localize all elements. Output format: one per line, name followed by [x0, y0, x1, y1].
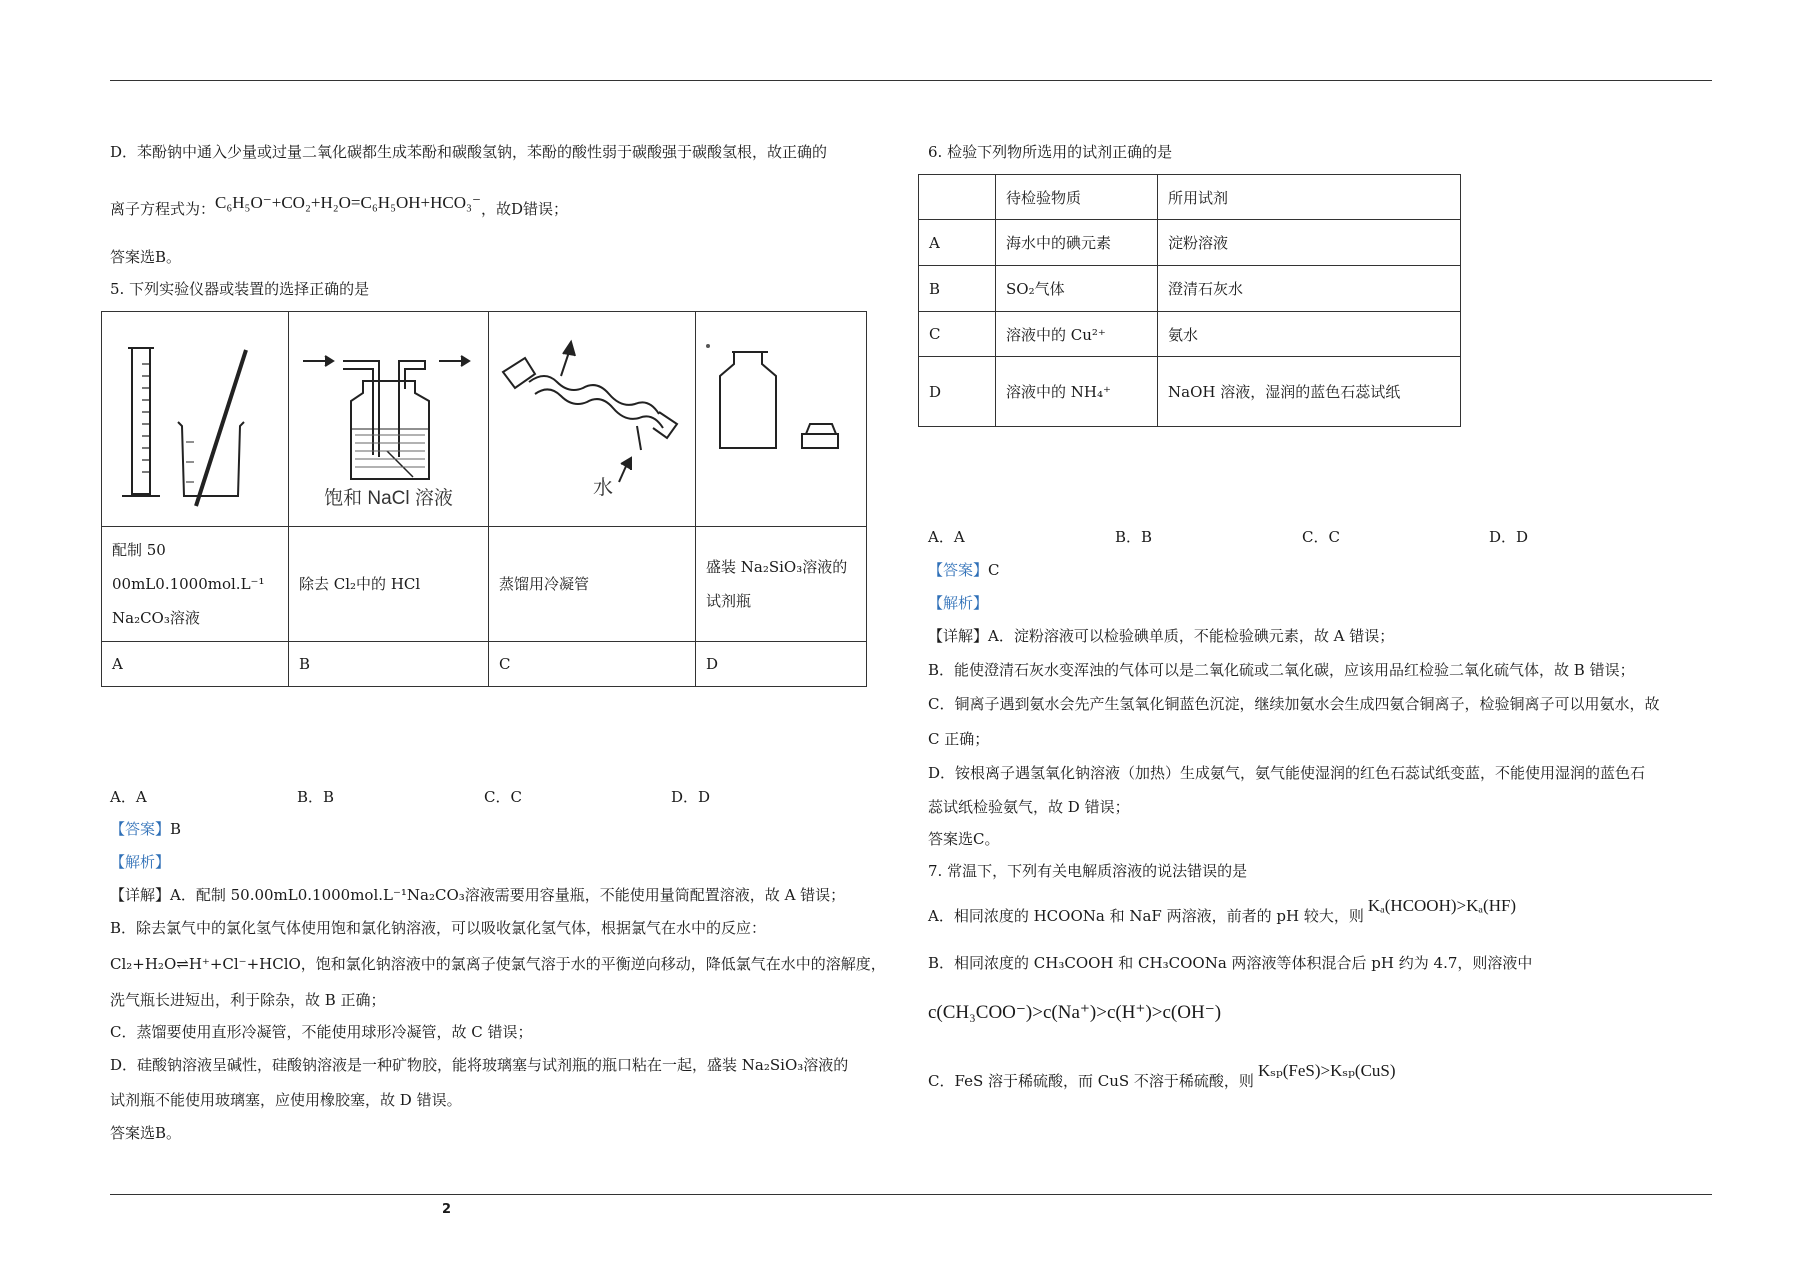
q6-row-d-reagent: NaOH 溶液，湿润的蓝色石蕊试纸 — [1158, 357, 1461, 427]
q5-option-d: D．D — [671, 788, 711, 806]
q4-d-formula: C₆H₅O⁻+CO₂+H₂O=C₆H₅OH+HCO₃⁻ — [215, 193, 481, 212]
q6-stem: 6. 检验下列物所选用的试剂正确的是 — [928, 143, 1173, 161]
answer-value: C — [988, 561, 1000, 579]
q7-option-a — [928, 896, 1517, 927]
q6-row-b-letter: B — [919, 266, 996, 312]
q4-d-suffix: ，故D错误； — [480, 200, 568, 218]
q5-caption-a — [102, 527, 289, 642]
q5-caption-d-2: 试剂瓶 — [706, 592, 752, 610]
q5-letter-d: D — [696, 642, 867, 687]
q6-row-b-reagent: 澄清石灰水 — [1158, 266, 1461, 312]
q5-table — [101, 311, 867, 687]
q5-exp-5: C．蒸馏要使用直形冷凝管，不能使用球形冷凝管，故 C 错误； — [110, 1023, 533, 1041]
q5-exp-8: 答案选B。 — [110, 1124, 182, 1142]
q5-exp-6: D．硅酸钠溶液呈碱性，硅酸钠溶液是一种矿物胶，能将玻璃塞与试剂瓶的瓶口粘在一起，盛装 Na₂SiO₃溶液的 — [110, 1056, 849, 1074]
bulb-condenser-icon — [489, 312, 695, 522]
graduated-cylinder-and-beaker-icon — [102, 312, 288, 522]
q5-answer — [110, 818, 181, 840]
q6-exp-5: D．铵根离子遇氢氧化钠溶液（加热）生成氨气，氨气能使湿润的红色石蕊试纸变蓝，不能使用湿润的蓝色石 — [928, 764, 1646, 782]
q5-exp-2: B．除去氯气中的氯化氢气体使用饱和氯化钠溶液，可以吸收氯化氢气体，根据氯气在水中的反应： — [110, 919, 767, 937]
q7-option-b: B．相同浓度的 CH₃COOH 和 CH₃COONa 两溶液等体积混合后 pH 约为 4.7，则溶液中 — [928, 954, 1533, 972]
q5-letter-b: B — [289, 642, 489, 687]
q6-row-d-letter: D — [919, 357, 996, 427]
q5-exp-7: 试剂瓶不能使用玻璃塞，应使用橡胶塞，故 D 错误。 — [110, 1091, 462, 1109]
q5-image-b — [289, 312, 489, 527]
q7-option-c — [928, 1061, 1396, 1092]
q5-exp-3: Cl₂+H₂O⇌H⁺+Cl⁻+HClO，饱和氯化钠溶液中的氯离子使氯气溶于水的平衡逆向移动，降低氯气在水中的溶解度， — [110, 955, 886, 973]
answer-value: B — [170, 820, 182, 838]
q5-image-a — [102, 312, 289, 527]
footer-rule — [110, 1194, 1712, 1195]
q6-option-c: C．C — [1302, 528, 1340, 546]
answer-label: 【答案】 — [110, 820, 171, 838]
q6-exp-4: C 正确； — [928, 730, 990, 748]
q6-exp-7: 答案选C。 — [928, 830, 1000, 848]
q5-caption-d-1: 盛装 Na₂SiO₃溶液的 — [706, 558, 848, 576]
q5-analysis-label: 【解析】 — [110, 853, 171, 871]
q6-row-c-reagent: 氨水 — [1158, 312, 1461, 357]
q6-option-a: A．A — [928, 528, 965, 546]
page-number: 2 — [442, 1202, 452, 1217]
q5-caption-a-3: Na₂CO₃溶液 — [112, 609, 200, 627]
gas-washing-bottle-icon — [289, 329, 488, 489]
table-row — [919, 357, 1461, 427]
q6-row-b-substance: SO₂气体 — [996, 266, 1158, 312]
q6-option-d: D．D — [1489, 528, 1529, 546]
q5-caption-a-1: 配制 50 — [112, 541, 166, 559]
q6-header-substance: 待检验物质 — [996, 175, 1158, 220]
q5-caption-c: 蒸馏用冷凝管 — [489, 527, 696, 642]
q6-answer — [928, 559, 1000, 581]
q7-a-text: A．相同浓度的 HCOONa 和 NaF 两溶液，前者的 pH 较大，则 — [928, 907, 1364, 925]
header-rule — [110, 80, 1712, 81]
q4-answer-line: 答案选B。 — [110, 248, 182, 266]
q7-c-formula: Kₛₚ(FeS)>Kₛₚ(CuS) — [1257, 1061, 1396, 1080]
q6-exp-1: 【详解】A．淀粉溶液可以检验碘单质，不能检验碘元素，故 A 错误； — [928, 627, 1395, 645]
q5-caption-d — [696, 527, 867, 642]
q7-b-formula: c(CH₃COO⁻)>c(Na⁺)>c(H⁺)>c(OH⁻) — [928, 1002, 1222, 1023]
q5-option-b: B．B — [297, 788, 335, 806]
q5-stem: 5. 下列实验仪器或装置的选择正确的是 — [110, 280, 370, 298]
q6-exp-2: B．能使澄清石灰水变浑浊的气体可以是二氧化硫或二氧化碳，应该用品红检验二氧化硫气体，故 B 错误； — [928, 661, 1635, 679]
q5-exp-4: 洗气瓶长进短出，利于除杂，故 B 正确； — [110, 991, 386, 1009]
q6-option-b: B．B — [1115, 528, 1153, 546]
q6-row-a-letter: A — [919, 220, 996, 266]
q6-table — [918, 174, 1461, 427]
q5-c-image-label: 水 — [593, 475, 613, 499]
q6-analysis-label: 【解析】 — [928, 594, 989, 612]
q5-b-image-label: 饱和 NaCl 溶液 — [324, 487, 453, 509]
q5-options — [110, 786, 858, 807]
q5-image-d — [696, 312, 867, 527]
q5-letter-c: C — [489, 642, 696, 687]
table-header-row — [919, 175, 1461, 220]
q6-row-c-letter: C — [919, 312, 996, 357]
q5-exp-1: 【详解】A．配制 50.00mL0.1000mol.L⁻¹Na₂CO₃溶液需要用容量瓶，不能使用量筒配置溶液，故 A 错误； — [110, 886, 846, 904]
q6-options — [928, 526, 1676, 547]
answer-label: 【答案】 — [928, 561, 989, 579]
q5-letter-a: A — [102, 642, 289, 687]
q5-option-c: C．C — [484, 788, 522, 806]
q6-row-d-substance: 溶液中的 NH₄⁺ — [996, 357, 1158, 427]
table-row — [919, 266, 1461, 312]
q5-image-c — [489, 312, 696, 527]
q4-d-prefix: 离子方程式为： — [110, 200, 216, 218]
table-row — [919, 220, 1461, 266]
q5-option-a: A．A — [110, 788, 147, 806]
q6-header-blank — [919, 175, 996, 220]
q7-stem: 7. 常温下，下列有关电解质溶液的说法错误的是 — [928, 862, 1248, 880]
q6-row-c-substance: 溶液中的 Cu²⁺ — [996, 312, 1158, 357]
q4-d-line1: D．苯酚钠中通入少量或过量二氧化碳都生成苯酚和碳酸氢钠，苯酚的酸性弱于碳酸强于碳酸氢根，故正确的 — [110, 143, 828, 161]
table-row — [919, 312, 1461, 357]
q5-caption-a-2: 00mL0.1000mol.L⁻¹ — [112, 575, 265, 593]
reagent-bottle-and-stopper-icon — [696, 312, 866, 522]
q6-row-a-substance: 海水中的碘元素 — [996, 220, 1158, 266]
q6-header-reagent: 所用试剂 — [1158, 175, 1461, 220]
q5-caption-b: 除去 Cl₂中的 HCl — [289, 527, 489, 642]
q4-d-line2 — [110, 193, 568, 220]
q6-row-a-reagent: 淀粉溶液 — [1158, 220, 1461, 266]
q6-exp-3: C．铜离子遇到氨水会先产生氢氧化铜蓝色沉淀，继续加氨水会生成四氨合铜离子，检验铜离子可以用氨水，故 — [928, 695, 1660, 713]
q6-exp-6: 蕊试纸检验氨气，故 D 错误； — [928, 798, 1130, 816]
q7-c-text: C．FeS 溶于稀硫酸，而 CuS 不溶于稀硫酸，则 — [928, 1072, 1254, 1090]
q7-a-formula: Kₐ(HCOOH)>Kₐ(HF) — [1367, 896, 1517, 915]
